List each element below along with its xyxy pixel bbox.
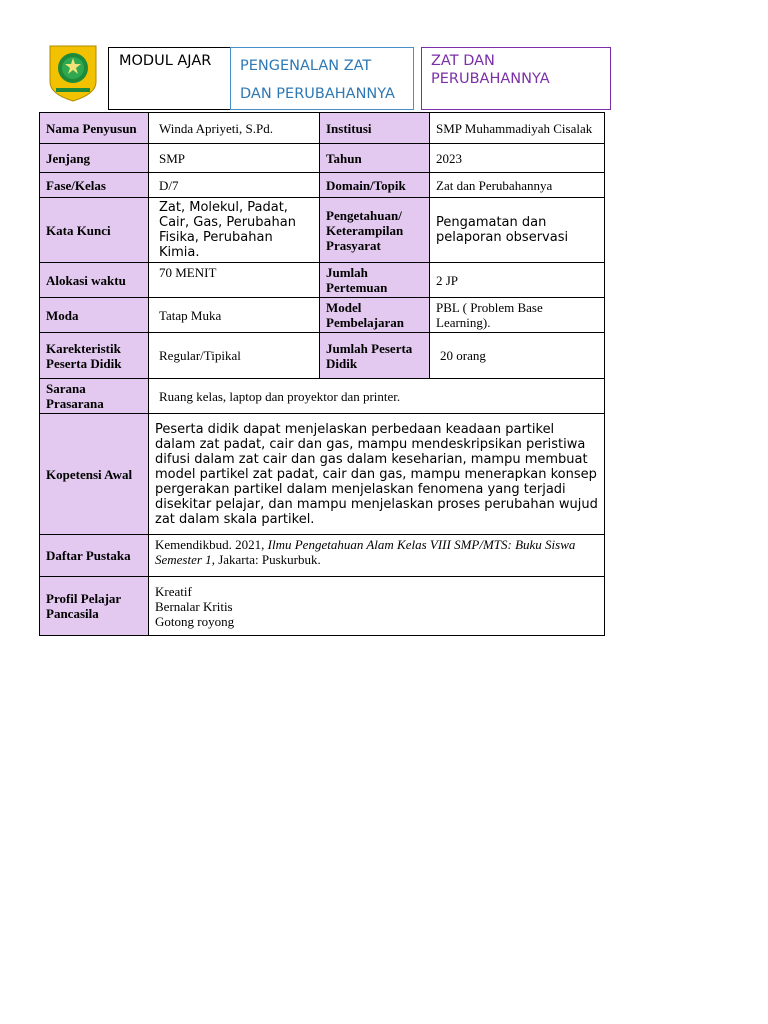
profil-pelajar-value (149, 577, 605, 636)
domain-topik-label: Domain/Topik (320, 173, 430, 198)
list-item: Gotong royong (155, 613, 235, 629)
moda-label: Moda (40, 298, 149, 333)
table-row (40, 263, 605, 298)
kata-kunci-value: Zat, Molekul, Padat, Cair, Gas, Perubahan Fisika, Perubahan Kimia. (149, 198, 320, 263)
alokasi-waktu-label: Alokasi waktu (40, 263, 149, 298)
table-row (40, 414, 605, 535)
school-logo (48, 44, 98, 102)
modul-ajar-label: MODUL AJAR (108, 47, 231, 110)
institusi-label: Institusi (320, 113, 430, 144)
model-pembelajaran-label: Model Pembelajaran (320, 298, 430, 333)
nama-penyusun-value: Winda Apriyeti, S.Pd. (149, 113, 320, 144)
moda-value: Tatap Muka (149, 298, 320, 333)
tahun-label: Tahun (320, 144, 430, 173)
jumlah-peserta-value: 20 orang (430, 333, 605, 379)
jumlah-pertemuan-value: 2 JP (430, 263, 605, 298)
table-row (40, 198, 605, 263)
model-pembelajaran-value: PBL ( Problem Base Learning). (430, 298, 605, 333)
table-row (40, 379, 605, 414)
nama-penyusun-label: Nama Penyusun (40, 113, 149, 144)
jenjang-value: SMP (149, 144, 320, 173)
profil-pelajar-label: Profil Pelajar Pancasila (40, 577, 149, 636)
table-row (40, 577, 605, 636)
prasyarat-label: Pengetahuan/ Keterampilan Prasyarat (320, 198, 430, 263)
kata-kunci-label: Kata Kunci (40, 198, 149, 263)
table-row (40, 173, 605, 198)
sarana-prasarana-value: Ruang kelas, laptop dan proyektor dan printer. (149, 379, 605, 414)
pustaka-book-title: Ilmu Pengetahuan Alam Kelas VIII SMP/MTS: Buku Siswa Semester 1 (155, 537, 576, 567)
karakteristik-value: Regular/Tipikal (149, 333, 320, 379)
karakteristik-label: Karekteristik Peserta Didik (40, 333, 149, 379)
alokasi-waktu-value: 70 MENIT (149, 263, 320, 298)
list-item: Kreatif (155, 583, 192, 599)
institusi-value: SMP Muhammadiyah Cisalak (430, 113, 605, 144)
tahun-value: 2023 (430, 144, 605, 173)
daftar-pustaka-label: Daftar Pustaka (40, 535, 149, 577)
domain-topik-value: Zat dan Perubahannya (430, 173, 605, 198)
pustaka-author: Kemendikbud. 2021, (155, 537, 268, 552)
jumlah-peserta-label: Jumlah Peserta Didik (320, 333, 430, 379)
kompetensi-awal-label: Kopetensi Awal (40, 414, 149, 535)
jumlah-pertemuan-label: Jumlah Pertemuan (320, 263, 430, 298)
table-row (40, 113, 605, 144)
table-row (40, 333, 605, 379)
table-row (40, 535, 605, 577)
fase-kelas-value: D/7 (149, 173, 320, 198)
fase-kelas-label: Fase/Kelas (40, 173, 149, 198)
daftar-pustaka-value (149, 535, 605, 577)
table-row (40, 144, 605, 173)
kompetensi-awal-value: Peserta didik dapat menjelaskan perbedaan keadaan partikel dalam zat padat, cair dan gas, mampu mendeskripsikan peristiwa difusi dalam zat cair dan gas dalam keseharian, mampu membuat model partikel zat padat, cair dan gas, mampu menerapkan konsep pergerakan partikel dalam menjelaskan fenomena yang terjadi disekitar pelajar, dan mampu menjelaskan proses perubahan wujud zat dalam skala partikel. (149, 414, 605, 535)
list-item: Bernalar Kritis (155, 598, 233, 614)
topic-title: ZAT DAN PERUBAHANNYA (421, 47, 611, 110)
pustaka-publisher: , Jakarta: Puskurbuk. (211, 552, 321, 567)
sarana-prasarana-label: Sarana Prasarana (40, 379, 149, 414)
table-row (40, 298, 605, 333)
module-info-table (39, 112, 605, 636)
module-title: PENGENALAN ZAT DAN PERUBAHANNYA (230, 47, 414, 110)
jenjang-label: Jenjang (40, 144, 149, 173)
prasyarat-value: Pengamatan dan pelaporan observasi (430, 198, 605, 263)
